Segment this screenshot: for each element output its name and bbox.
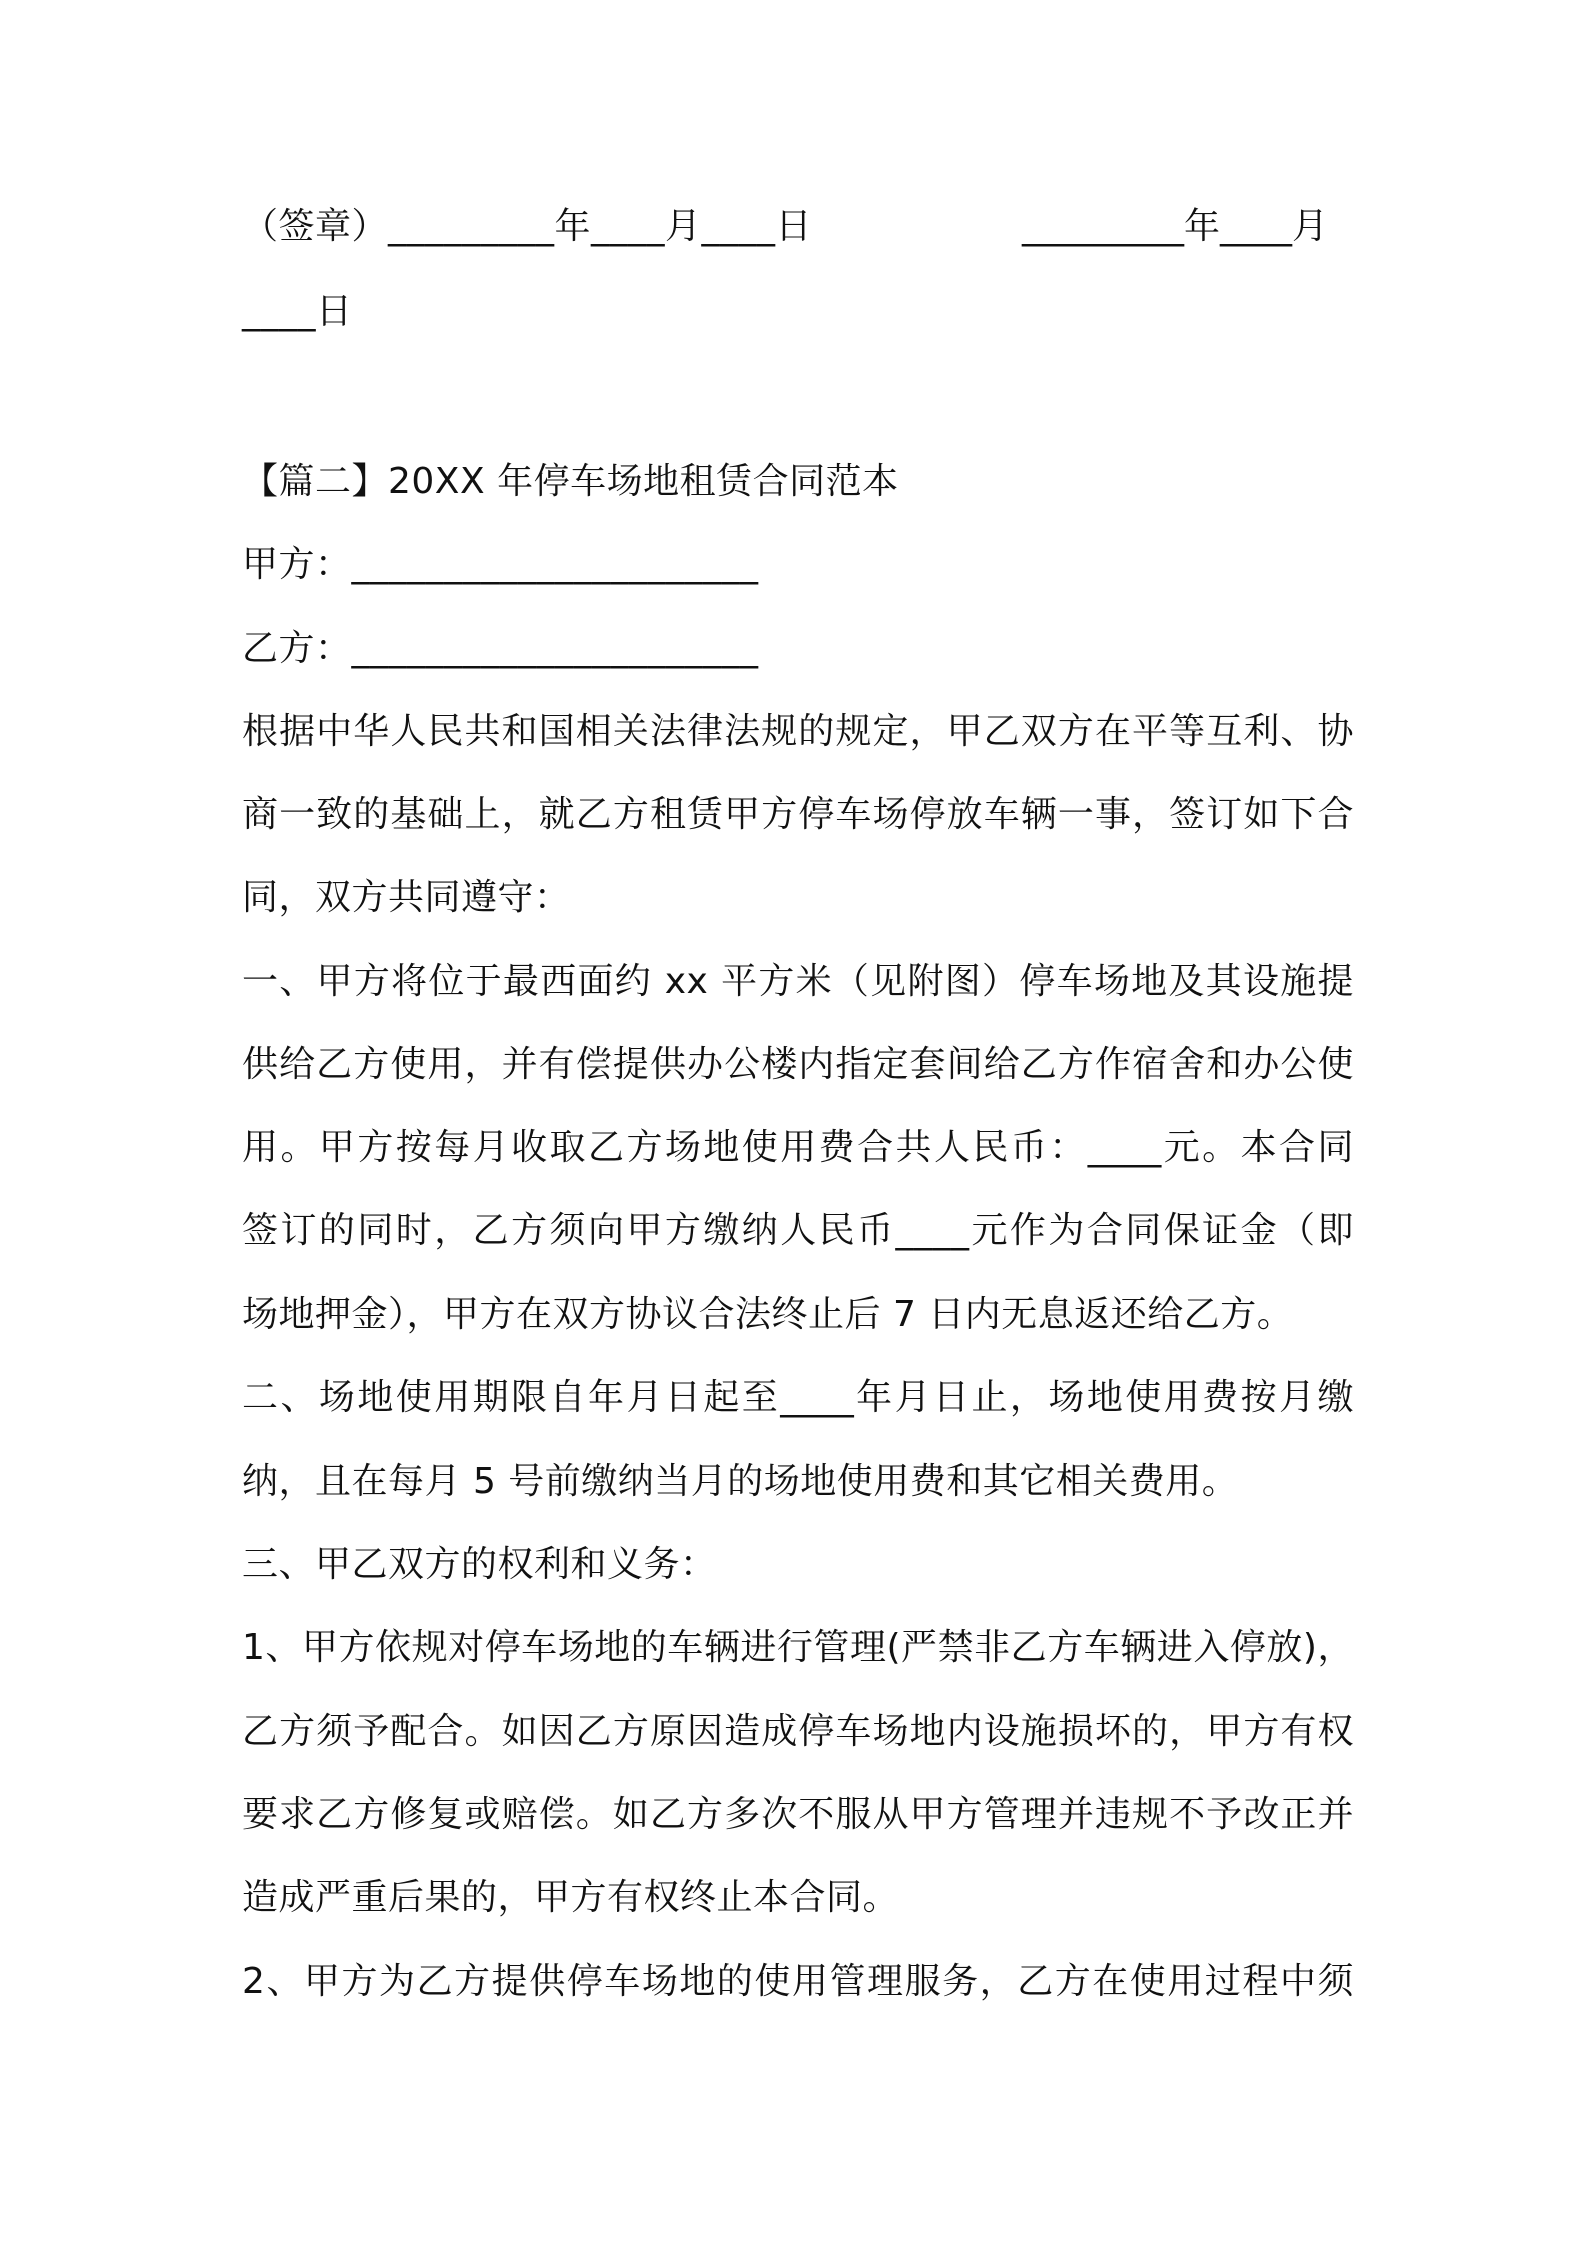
body-line: 要求乙方修复或赔偿。如乙方多次不服从甲方管理并违规不予改正并: [242, 1794, 1354, 1835]
body-line: 场地押金），甲方在双方协议合法终止后 7 日内无息返还给乙方。: [242, 1294, 1294, 1335]
party-b-line: 乙方：______________________: [242, 628, 759, 669]
section-title: 【篇二】20XX 年停车场地租赁合同范本: [242, 461, 899, 502]
signature-line-left: （签章）_________年____月____日: [242, 206, 813, 247]
body-line: 一、甲方将位于最西面约 xx 平方米（见附图）停车场地及其设施提: [242, 961, 1354, 1002]
body-line: 2、甲方为乙方提供停车场地的使用管理服务，乙方在使用过程中须: [242, 1961, 1354, 2002]
body-line: 同，双方共同遵守：: [242, 877, 571, 918]
body-line: 供给乙方使用，并有偿提供办公楼内指定套间给乙方作宿舍和办公使: [242, 1044, 1354, 1085]
body-line: 1、甲方依规对停车场地的车辆进行管理(严禁非乙方车辆进入停放)，: [242, 1627, 1354, 1668]
signature-line-right: _________年____月: [1022, 206, 1328, 247]
body-line: 三、甲乙双方的权利和义务：: [242, 1544, 717, 1585]
party-a-line: 甲方：______________________: [242, 544, 759, 585]
body-line: 造成严重后果的，甲方有权终止本合同。: [242, 1877, 900, 1918]
body-line: 用。甲方按每月收取乙方场地使用费合共人民币：____元。本合同: [242, 1127, 1354, 1168]
body-line: 商一致的基础上，就乙方租赁甲方停车场停放车辆一事，签订如下合: [242, 794, 1354, 835]
body-line: 纳，且在每月 5 号前缴纳当月的场地使用费和其它相关费用。: [242, 1461, 1239, 1502]
signature-day-continued: ____日: [242, 291, 353, 332]
body-line: 签订的同时，乙方须向甲方缴纳人民币____元作为合同保证金（即: [242, 1210, 1354, 1251]
body-line: 乙方须予配合。如因乙方原因造成停车场地内设施损坏的，甲方有权: [242, 1711, 1354, 1752]
body-line: 根据中华人民共和国相关法律法规的规定，甲乙双方在平等互利、协: [242, 711, 1354, 752]
body-line: 二、场地使用期限自年月日起至____年月日止，场地使用费按月缴: [242, 1377, 1354, 1418]
